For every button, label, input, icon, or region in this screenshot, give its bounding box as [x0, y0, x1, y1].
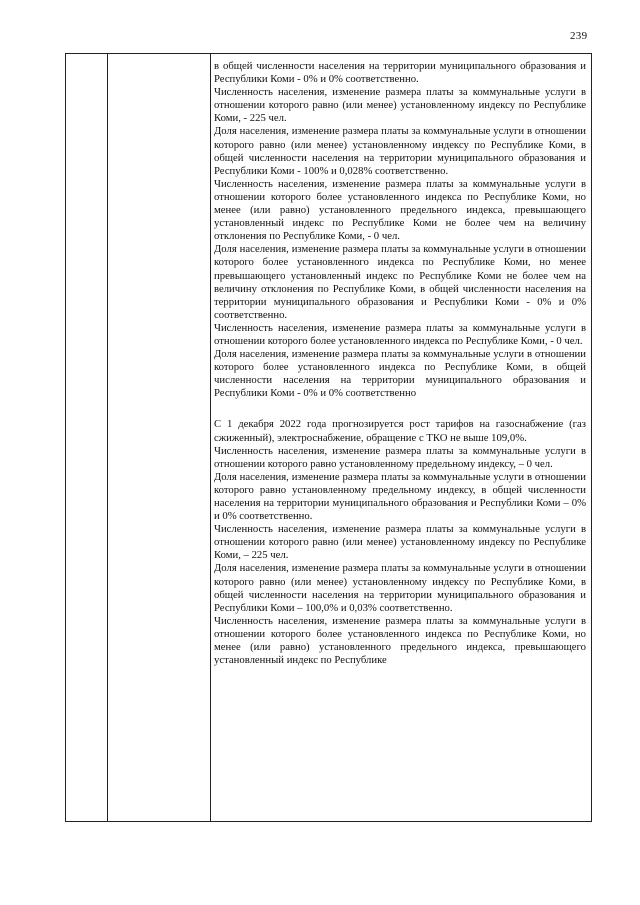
paragraph: в общей численности населения на территории муниципального образования и Республики Коми - 0% и 0% соответственно.: [214, 60, 586, 86]
table-row: [66, 54, 592, 822]
table-cell-name: [108, 54, 211, 822]
document-table: [65, 53, 592, 822]
paragraph: Доля населения, изменение размера платы за коммунальные услуги в отношении которого равно (или менее) установленному индексу по Республике Коми, в общей численности населения на территории муниципального образования и Республики Коми – 100,0% и 0,03% соответственно.: [214, 562, 586, 614]
paragraph: Доля населения, изменение размера платы за коммунальные услуги в отношении которого равно установленному предельному индексу, в общей численности населения на территории муниципального образования и Республики Коми – 0% и 0% соответственно.: [214, 470, 586, 523]
page-number: 239: [570, 30, 588, 42]
paragraph: Численность населения, изменение размера платы за коммунальные услуги в отношении которого равно (или менее) установленному индексу по Республике Коми, - 225 чел.: [214, 86, 586, 125]
paragraph: Доля населения, изменение размера платы за коммунальные услуги в отношении которого равно (или менее) установленному индексу по Республике Коми, в общей численности населения на территории муниципального образования и Республики Коми - 100% и 0,028% соответственно.: [214, 125, 586, 177]
table-cell-text: [211, 54, 592, 822]
paragraph: Численность населения, изменение размера платы за коммунальные услуги в отношении которого равно установленному предельному индексу, – 0 чел.: [214, 444, 586, 470]
paragraph: Численность населения, изменение размера платы за коммунальные услуги в отношении которого более установленного индекса по Республике Коми, но менее (или равно) установленного предельного индекса, превышающего установленный индекс по Республике Коми не более чем на величину отклонения по Республике Коми, - 0 чел.: [214, 177, 586, 243]
paragraph: Доля населения, изменение размера платы за коммунальные услуги в отношении которого более установленного индекса по Республике Коми, но менее превышающего установленный индекс по Республике Коми не более чем на величину отклонения по Республике Коми, в общей численности населения на территории муниципального образования и Республики Коми - 0% и 0% соответственно.: [214, 243, 586, 321]
paragraph: Численность населения, изменение размера платы за коммунальные услуги в отношении которого равно (или менее) установленному индексу по Республике Коми, – 225 чел.: [214, 523, 586, 562]
paragraph: Численность населения, изменение размера платы за коммунальные услуги в отношении которого более установленного индекса по Республике Коми, - 0 чел.: [214, 321, 586, 347]
paragraph: Численность населения, изменение размера платы за коммунальные услуги в отношении которого более установленного индекса по Республике Коми, но менее (или равно) установленного предельного индекса, превышающего установленный индекс по Республике: [214, 614, 586, 667]
paragraph: Доля населения, изменение размера платы за коммунальные услуги в отношении которого более установленного индекса по Республике Коми, в общей численности населения на территории муниципального образования и Республики Коми - 0% и 0% соответственно: [214, 348, 586, 400]
paragraph: С 1 декабря 2022 года прогнозируется рост тарифов на газоснабжение (газ сжиженный), электроснабжение, обращение с ТКО не выше 109,0%.: [214, 418, 586, 444]
table-cell-number: [66, 54, 108, 822]
